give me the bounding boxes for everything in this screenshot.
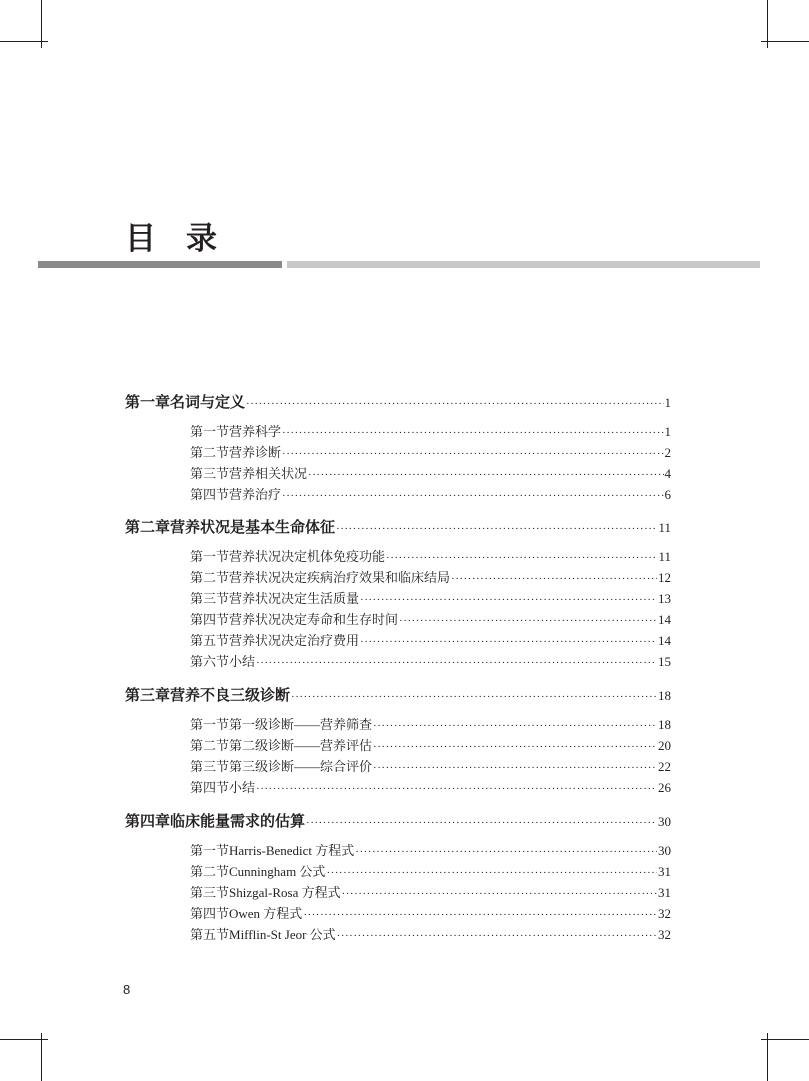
dot-leader bbox=[326, 867, 657, 879]
dot-leader bbox=[373, 720, 657, 732]
section-number: 第一节 bbox=[190, 424, 230, 439]
chapter-page-number: 30 bbox=[658, 814, 671, 829]
section-title: 营养状况决定疾病治疗效果和临床结局 bbox=[229, 570, 451, 585]
section-title: 营养状况决定机体免疫功能 bbox=[229, 549, 386, 564]
chapter-title: 临床能量需求的估算 bbox=[170, 812, 306, 830]
toc-section-entry[interactable] bbox=[190, 714, 671, 733]
section-title: 营养科学 bbox=[229, 424, 282, 439]
section-page-number: 4 bbox=[664, 466, 671, 481]
dot-leader bbox=[337, 930, 657, 942]
chapter-number: 第二章 bbox=[125, 518, 171, 536]
crop-mark bbox=[767, 1033, 768, 1081]
section-number: 第三节 bbox=[190, 759, 230, 774]
section-title: 营养状况决定寿命和生存时间 bbox=[229, 612, 399, 627]
section-page-number: 20 bbox=[658, 738, 671, 753]
section-page-number: 14 bbox=[658, 612, 671, 627]
chapter-number: 第三章 bbox=[125, 686, 171, 704]
section-number: 第三节 bbox=[190, 466, 230, 481]
section-number: 第五节 bbox=[190, 633, 230, 648]
section-title: Harris-Benedict 方程式 bbox=[229, 843, 355, 858]
section-page-number: 6 bbox=[664, 487, 671, 502]
dot-leader bbox=[451, 573, 657, 585]
section-title: 第二级诊断——营养评估 bbox=[229, 738, 373, 753]
section-number: 第四节 bbox=[190, 780, 230, 795]
section-number: 第一节 bbox=[190, 549, 230, 564]
dot-leader bbox=[306, 817, 657, 829]
section-number: 第一节 bbox=[190, 717, 230, 732]
section-number: 第二节 bbox=[190, 864, 230, 879]
page-number: 8 bbox=[123, 982, 131, 997]
toc-section-entry[interactable] bbox=[190, 421, 671, 440]
dot-leader bbox=[291, 691, 657, 703]
section-number: 第二节 bbox=[190, 738, 230, 753]
section-title: 小结 bbox=[229, 780, 256, 795]
dot-leader bbox=[282, 490, 663, 502]
toc-chapter-entry[interactable] bbox=[125, 684, 671, 705]
section-page-number: 31 bbox=[658, 885, 671, 900]
crop-mark bbox=[0, 41, 48, 42]
section-title: 营养相关状况 bbox=[229, 466, 308, 481]
title-rule-dark bbox=[38, 261, 282, 268]
section-title: 小结 bbox=[229, 654, 256, 669]
toc-section-entry[interactable] bbox=[190, 630, 671, 649]
toc-section-entry[interactable] bbox=[190, 735, 671, 754]
section-title: 营养状况决定治疗费用 bbox=[229, 633, 360, 648]
dot-leader bbox=[399, 615, 657, 627]
chapter-title: 营养不良三级诊断 bbox=[170, 686, 291, 704]
section-number: 第一节 bbox=[190, 843, 230, 858]
toc-section-entry[interactable] bbox=[190, 588, 671, 607]
section-title: 第一级诊断——营养筛查 bbox=[229, 717, 373, 732]
chapter-number: 第四章 bbox=[125, 812, 171, 830]
toc-section-entry[interactable] bbox=[190, 463, 671, 482]
section-page-number: 26 bbox=[658, 780, 671, 795]
section-page-number: 11 bbox=[658, 549, 671, 564]
section-page-number: 18 bbox=[658, 717, 671, 732]
toc-section-entry[interactable] bbox=[190, 777, 671, 796]
toc-section-entry[interactable] bbox=[190, 609, 671, 628]
section-number: 第四节 bbox=[190, 487, 230, 502]
dot-leader bbox=[282, 448, 663, 460]
toc-section-entry[interactable] bbox=[190, 882, 671, 901]
dot-leader bbox=[336, 523, 657, 535]
section-title: 第三级诊断——综合评价 bbox=[229, 759, 373, 774]
dot-leader bbox=[360, 636, 657, 648]
section-title: 营养状况决定生活质量 bbox=[229, 591, 360, 606]
crop-mark bbox=[761, 1039, 809, 1040]
toc-section-entry[interactable] bbox=[190, 484, 671, 503]
section-number: 第二节 bbox=[190, 570, 230, 585]
section-number: 第二节 bbox=[190, 445, 230, 460]
section-page-number: 2 bbox=[664, 445, 671, 460]
dot-leader bbox=[355, 846, 657, 858]
dot-leader bbox=[386, 552, 657, 564]
toc-chapter-entry[interactable] bbox=[125, 516, 671, 537]
toc-section-entry[interactable] bbox=[190, 924, 671, 943]
crop-mark bbox=[41, 1033, 42, 1081]
section-page-number: 15 bbox=[658, 654, 671, 669]
dot-leader bbox=[246, 398, 663, 410]
dot-leader bbox=[308, 469, 663, 481]
section-title: Cunningham 公式 bbox=[229, 864, 326, 879]
toc-section-entry[interactable] bbox=[190, 861, 671, 880]
section-title: 营养诊断 bbox=[229, 445, 282, 460]
toc-section-entry[interactable] bbox=[190, 840, 671, 859]
section-number: 第四节 bbox=[190, 612, 230, 627]
dot-leader bbox=[303, 909, 657, 921]
chapter-page-number: 11 bbox=[658, 520, 671, 535]
toc-section-entry[interactable] bbox=[190, 651, 671, 670]
section-number: 第四节 bbox=[190, 906, 230, 921]
section-number: 第三节 bbox=[190, 885, 230, 900]
section-number: 第五节 bbox=[190, 927, 230, 942]
section-page-number: 1 bbox=[664, 424, 671, 439]
section-page-number: 12 bbox=[658, 570, 671, 585]
toc-section-entry[interactable] bbox=[190, 442, 671, 461]
section-title: Owen 方程式 bbox=[229, 906, 303, 921]
chapter-page-number: 1 bbox=[664, 395, 671, 410]
title-rule-light bbox=[287, 261, 760, 268]
section-number: 第六节 bbox=[190, 654, 230, 669]
section-page-number: 14 bbox=[658, 633, 671, 648]
chapter-page-number: 18 bbox=[658, 688, 671, 703]
section-number: 第三节 bbox=[190, 591, 230, 606]
section-title: Mifflin-St Jeor 公式 bbox=[229, 927, 336, 942]
section-page-number: 13 bbox=[658, 591, 671, 606]
section-page-number: 31 bbox=[658, 864, 671, 879]
toc-chapter-entry[interactable] bbox=[125, 391, 671, 412]
dot-leader bbox=[360, 594, 657, 606]
section-page-number: 30 bbox=[658, 843, 671, 858]
toc-chapter-entry[interactable] bbox=[125, 810, 671, 831]
toc-section-entry[interactable] bbox=[190, 567, 671, 586]
dot-leader bbox=[373, 762, 657, 774]
dot-leader bbox=[373, 741, 657, 753]
crop-mark bbox=[761, 41, 809, 42]
section-title: Shizgal-Rosa 方程式 bbox=[229, 885, 341, 900]
section-page-number: 22 bbox=[658, 759, 671, 774]
dot-leader bbox=[342, 888, 657, 900]
chapter-number: 第一章 bbox=[125, 393, 171, 411]
section-title: 营养治疗 bbox=[229, 487, 282, 502]
chapter-title: 营养状况是基本生命体征 bbox=[170, 518, 336, 536]
section-page-number: 32 bbox=[658, 906, 671, 921]
toc-section-entry[interactable] bbox=[190, 546, 671, 565]
dot-leader bbox=[282, 427, 663, 439]
section-page-number: 32 bbox=[658, 927, 671, 942]
crop-mark bbox=[0, 1039, 48, 1040]
toc-section-entry[interactable] bbox=[190, 756, 671, 775]
page-title: 目录 bbox=[125, 221, 247, 257]
dot-leader bbox=[256, 657, 657, 669]
dot-leader bbox=[256, 783, 657, 795]
toc-section-entry[interactable] bbox=[190, 903, 671, 922]
chapter-title: 名词与定义 bbox=[170, 393, 246, 411]
